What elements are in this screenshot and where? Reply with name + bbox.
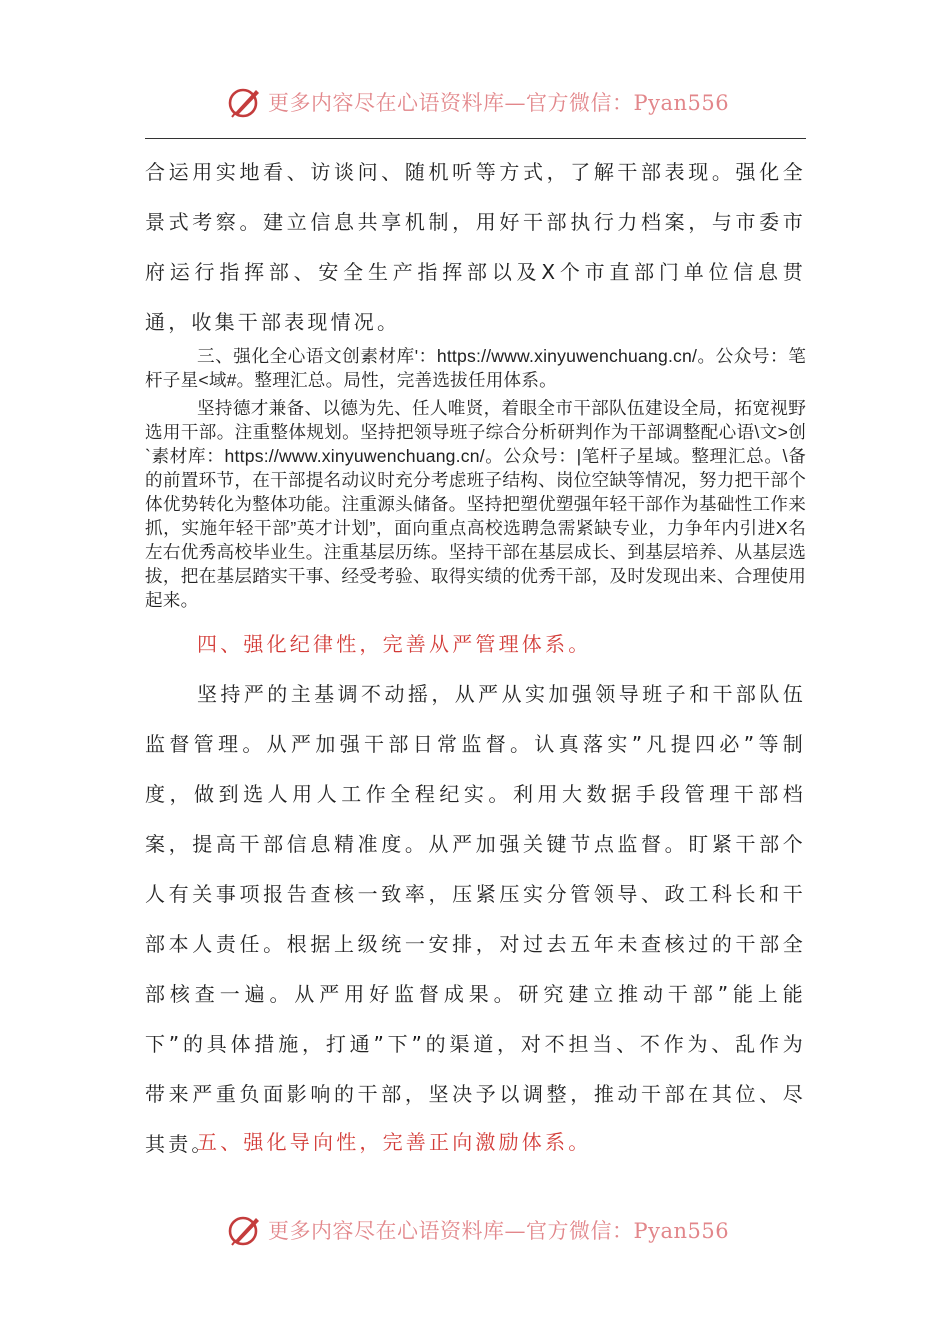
paragraph-strict-management: 坚持严的主基调不动摇，从严从实加强领导班子和干部队伍监督管理。从严加强干部日常监督。认真落实”凡提四必”等制度，做到选人用人工作全程纪实。利用大数据手段管理干部档案，提高干部信息精准度。从严加强关键节点监督。盯紧干部个人有关事项报告查核一致率，压紧压实分管领导、政工科长和干部本人责任。根据上级统一安排，对过去五年未查核过的干部全部核查一遍。从严用好监督成果。研究建立推动干部”能上能下”的具体措施，打通”下”的渠道，对不担当、不作为、乱作为带来严重负面影响的干部，坚决予以调整，推动干部在其位、尽其责。 (145, 682, 806, 1156)
footer-banner (226, 1210, 746, 1250)
heading-section-four: 四、强化纪律性，完善从严管理体系。 (197, 632, 592, 656)
heading-section-five: 五、强化导向性，完善正向激励体系。 (197, 1130, 592, 1154)
quill-pen-logo-icon (226, 1212, 262, 1248)
header-banner (226, 82, 746, 122)
quill-pen-logo-icon (226, 84, 262, 120)
footer-banner-text: 更多内容尽在心语资料库—官方微信：Pyan556 (268, 1219, 730, 1243)
paragraph-section-three: 三、强化全心语文创素材库'：https://www.xinyuwenchuang.cn/。公众号：笔杆子星<域#。整理汇总。局性，完善选拔任用体系。 (145, 346, 806, 390)
paragraph-cadre-selection: 坚持德才兼备、以德为先、任人唯贤，着眼全市干部队伍建设全局，拓宽视野选用干部。注重整体规划。坚持把领导班子综合分析研判作为干部调整配心语\文>创`素材库：https://www.xinyuwenchuang.cn/。公众号：|笔杆子星域。整理汇总。\备的前置环节，在干部提名动议时充分考虑班子结构、岗位空缺等情况，努力把干部个体优势转化为整体功能。注重源头储备。坚持把塑优塑强年轻干部作为基础性工作来抓，实施年轻干部”英才计划”，面向重点高校选聘急需紧缺专业，力争年内引进X名左右优秀高校毕业生。注重基层历练。坚持干部在基层成长、到基层培养、从基层选拔，把在基层踏实干事、经受考验、取得实绩的优秀干部，及时发现出来、合理使用起来。 (145, 398, 806, 610)
header-banner-text: 更多内容尽在心语资料库—官方微信：Pyan556 (268, 91, 730, 115)
paragraph-continuation: 合运用实地看、访谈问、随机听等方式，了解干部表现。强化全景式考察。建立信息共享机制，用好干部执行力档案，与市委市府运行指挥部、安全生产指挥部以及X个市直部门单位信息贯通，收集干部表现情况。 (145, 160, 806, 334)
header-divider (145, 138, 806, 139)
